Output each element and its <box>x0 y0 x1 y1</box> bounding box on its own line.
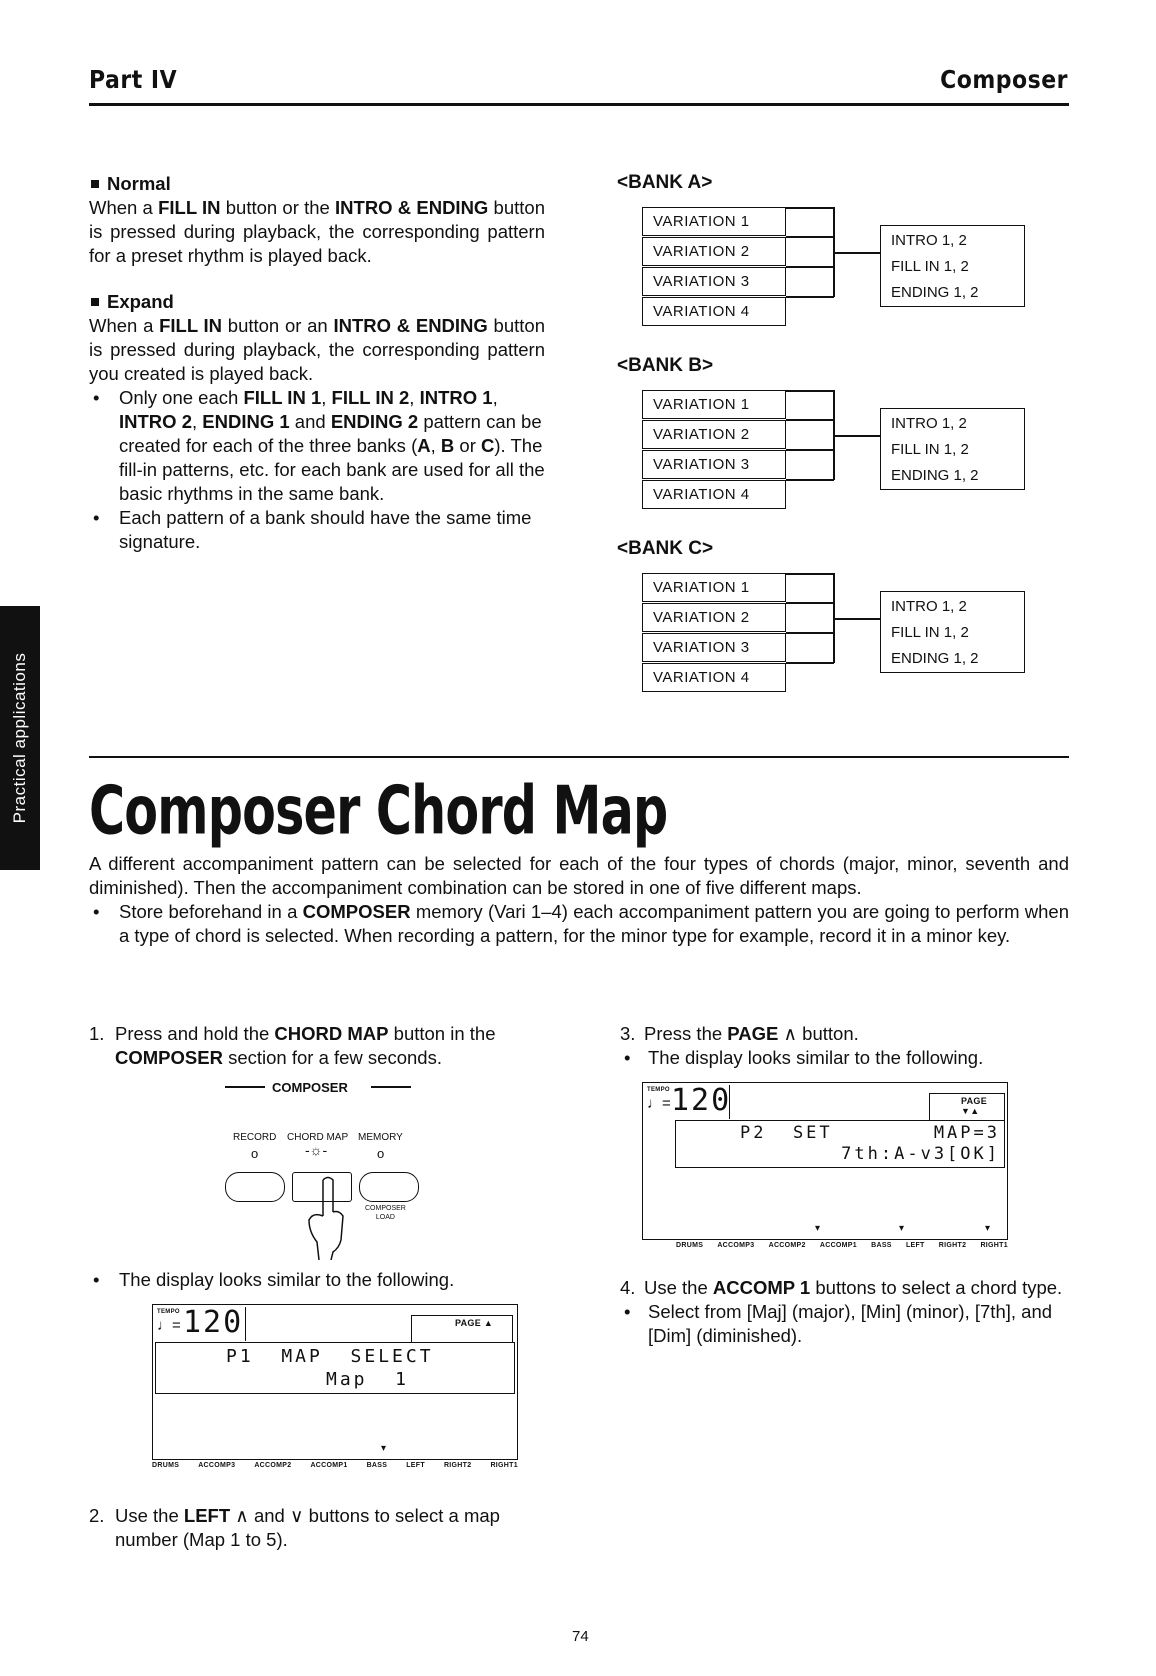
variation-box: VARIATION 3 <box>642 267 786 296</box>
part-label: DRUMS <box>676 1242 704 1249</box>
part-label: ACCOMP3 <box>717 1242 755 1249</box>
record-button[interactable] <box>225 1172 285 1202</box>
part-label: LEFT <box>905 1242 925 1249</box>
memory-label: MEMORY <box>358 1132 403 1143</box>
intro-paragraph: A different accompaniment pattern can be selected for each of the four types of chords (major, minor, seventh and diminished). Then the accompaniment combination can be stored in one of five different maps. <box>89 853 1069 898</box>
part-label: DRUMS <box>152 1462 180 1469</box>
intro-fill-ending-item: ENDING 1, 2 <box>891 284 979 301</box>
lcd1-line2: Map 1 <box>326 1369 410 1390</box>
connector-line <box>834 618 880 620</box>
chord-map-label: CHORD MAP <box>287 1132 349 1143</box>
connector-line <box>786 662 834 664</box>
variation-box: VARIATION 1 <box>642 573 786 602</box>
left-column <box>89 172 545 554</box>
part-label: RIGHT2 <box>443 1462 472 1469</box>
pressing-finger-icon <box>295 1176 365 1260</box>
intro-fill-ending-box <box>880 591 1025 673</box>
bullet-1: • Only one each FILL IN 1, FILL IN 2, INTRO 1, INTRO 2, ENDING 1 and ENDING 2 pattern can be created for each of the three banks (A, B or C). The fill-in patterns, etc. for each bank are used for all the basic rhythms in the same bank. <box>93 387 545 504</box>
page-number: 74 <box>572 1628 589 1645</box>
variation-box: VARIATION 1 <box>642 207 786 236</box>
intro-fill-ending-item: FILL IN 1, 2 <box>891 624 969 641</box>
lcd2-line1-right: MAP=3 <box>933 1123 1000 1143</box>
variation-box: VARIATION 2 <box>642 420 786 449</box>
page-indicator: PAGE ▲ <box>455 1318 494 1328</box>
record-label: RECORD <box>233 1132 277 1143</box>
intro-bullet: • Store beforehand in a COMPOSER memory (Vari 1–4) each accompaniment pattern you are going to perform when a type of chord is selected. When recording a pattern, for the minor type for example, record it in a minor key. <box>93 901 1069 946</box>
connector-line <box>786 479 834 481</box>
side-tab: Practical applications <box>0 606 40 870</box>
part-label: RIGHT1 <box>980 1242 1008 1249</box>
step-1-bullet: • The display looks similar to the following. <box>93 1269 455 1290</box>
connector-line <box>786 419 834 421</box>
lcd2-marker-icon: ▾ <box>815 1223 821 1234</box>
variation-box: VARIATION 2 <box>642 603 786 632</box>
intro-fill-ending-box <box>880 408 1025 490</box>
connector-line <box>786 573 834 575</box>
intro-fill-ending-item: FILL IN 1, 2 <box>891 258 969 275</box>
intro-section <box>89 852 1069 948</box>
intro-fill-ending-item: FILL IN 1, 2 <box>891 441 969 458</box>
tempo-note-icon: ♩= <box>647 1095 671 1112</box>
bank-title: <BANK A> <box>617 172 713 193</box>
connector-line <box>786 390 834 392</box>
connector-line <box>786 207 834 209</box>
connector-line <box>834 252 880 254</box>
part-label: BASS <box>366 1462 388 1469</box>
connector-line <box>786 449 834 451</box>
part-label: BASS <box>871 1242 892 1249</box>
variation-box: VARIATION 3 <box>642 450 786 479</box>
bank-title: <BANK C> <box>617 538 714 559</box>
chapter-label: Composer <box>940 66 1068 95</box>
lcd2-line2: 7th:A-v3[OK] <box>841 1144 1000 1164</box>
part-label: RIGHT2 <box>938 1242 967 1249</box>
variation-box: VARIATION 4 <box>642 663 786 692</box>
part-label: ACCOMP1 <box>310 1462 348 1469</box>
part-label: ACCOMP2 <box>254 1462 292 1469</box>
part-label: ACCOMP2 <box>768 1242 806 1249</box>
part-label: LEFT <box>406 1462 425 1469</box>
lcd2-marker-icon: ▾ <box>899 1223 905 1234</box>
page-indicator: PAGE ▼▲ <box>961 1096 988 1116</box>
tempo-value: 120 <box>671 1083 732 1118</box>
memory-button[interactable] <box>359 1172 419 1202</box>
tempo-note-icon: ♩= <box>157 1317 181 1334</box>
connector-line <box>786 632 834 634</box>
variation-box: VARIATION 4 <box>642 297 786 326</box>
intro-fill-ending-item: ENDING 1, 2 <box>891 650 979 667</box>
variation-box: VARIATION 2 <box>642 237 786 266</box>
expand-heading: Expand <box>89 290 545 314</box>
part-label: ACCOMP1 <box>819 1242 857 1249</box>
expand-text: When a FILL IN button or an INTRO & ENDING button is pressed during playback, the corresponding pattern you created is played back. <box>89 315 545 384</box>
connector-line <box>786 266 834 268</box>
variation-box: VARIATION 4 <box>642 480 786 509</box>
bank-title: <BANK B> <box>617 355 714 376</box>
part-label: Part IV <box>89 66 178 95</box>
lcd2-marker-icon: ▾ <box>985 1223 991 1234</box>
lcd1-bottom-labels <box>152 1462 518 1469</box>
section-title: Composer Chord Map <box>89 772 668 851</box>
intro-fill-ending-item: INTRO 1, 2 <box>891 232 967 249</box>
lcd2-line1-left: P2 SET <box>740 1123 833 1143</box>
record-led: o <box>251 1146 259 1161</box>
lcd1-line1: P1 MAP SELECT <box>226 1346 434 1367</box>
lcd-display-2 <box>642 1082 1008 1240</box>
step-1: 1. Press and hold the CHORD MAP button in the COMPOSER section for a few seconds. <box>89 1023 496 1068</box>
connector-line <box>834 435 880 437</box>
variation-box: VARIATION 1 <box>642 390 786 419</box>
lcd2-bottom-labels <box>676 1242 1008 1249</box>
step-3: 3. Press the PAGE ∧ button. • The display looks similar to the following. <box>620 1023 984 1068</box>
connector-line <box>786 602 834 604</box>
step-4: 4. Use the ACCOMP 1 buttons to select a chord type. • Select from [Maj] (major), [Min] (minor), [7th], and [Dim] (diminished). <box>620 1277 1063 1346</box>
connector-line <box>786 296 834 298</box>
lcd-display-1 <box>152 1304 518 1460</box>
composer-load-label: COMPOSER LOAD <box>365 1205 406 1221</box>
intro-fill-ending-item: ENDING 1, 2 <box>891 467 979 484</box>
memory-led: o <box>377 1146 385 1161</box>
lcd1-marker-icon: ▾ <box>381 1443 387 1454</box>
header-rule <box>89 103 1069 106</box>
part-label: ACCOMP3 <box>198 1462 236 1469</box>
intro-fill-ending-box <box>880 225 1025 307</box>
tempo-value: 120 <box>183 1305 244 1340</box>
tempo-label: TEMPO <box>157 1309 180 1315</box>
intro-fill-ending-item: INTRO 1, 2 <box>891 598 967 615</box>
tempo-label: TEMPO <box>647 1087 670 1093</box>
normal-heading: Normal <box>89 172 545 196</box>
variation-box: VARIATION 3 <box>642 633 786 662</box>
bullet-2: • Each pattern of a bank should have the same time signature. <box>93 507 532 552</box>
connector-line <box>786 236 834 238</box>
step-2: 2. Use the LEFT ∧ and ∨ buttons to select a map number (Map 1 to 5). <box>89 1505 500 1550</box>
section-rule <box>89 756 1069 758</box>
composer-panel: COMPOSER RECORD CHORD MAP MEMORY o -☼- o COMPOSER LOAD <box>225 1080 445 1260</box>
part-label: RIGHT1 <box>490 1462 518 1469</box>
intro-fill-ending-item: INTRO 1, 2 <box>891 415 967 432</box>
chord-map-led: -☼- <box>305 1142 328 1158</box>
normal-text: When a FILL IN button or the INTRO & ENDING button is pressed during playback, the corresponding pattern for a preset rhythm is played back. <box>89 197 545 266</box>
